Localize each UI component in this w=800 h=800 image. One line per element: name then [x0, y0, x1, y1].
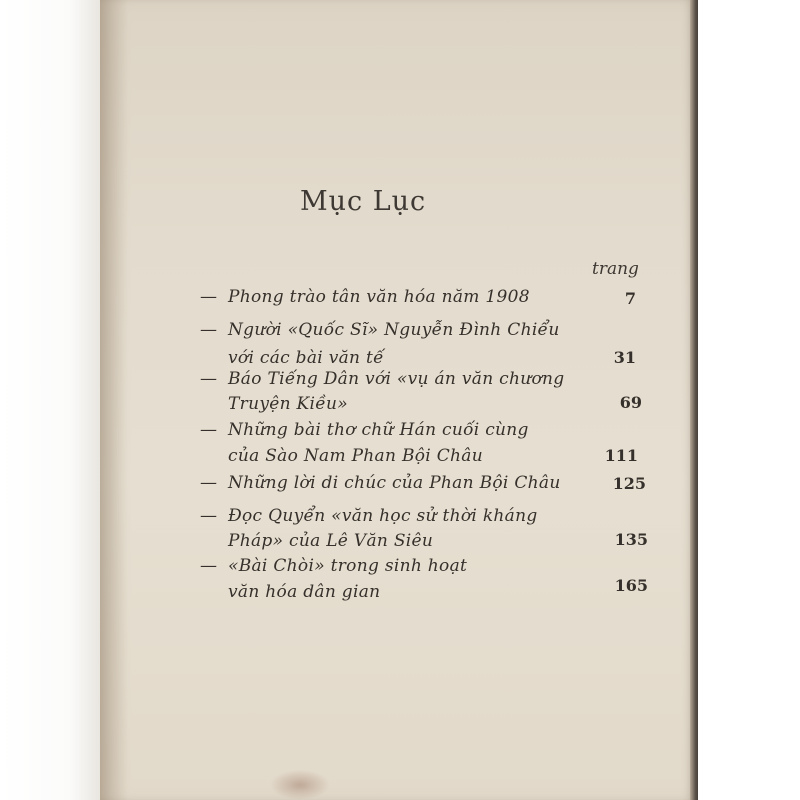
toc-entry-3-page: 69 [619, 393, 642, 412]
background-right [698, 0, 800, 800]
toc-entry-7-line-2: văn hóa dân gian [228, 582, 381, 602]
toc-entry-1-page: 7 [624, 289, 636, 308]
toc-entry-6-line-2: Pháp» của Lê Văn Siêu [228, 531, 434, 551]
toc-entry-2-line-2: với các bài văn tế [228, 348, 384, 368]
toc-entry-2-line-1: — Người «Quốc Sĩ» Nguyễn Đình Chiểu [200, 320, 560, 340]
toc-entry-7-page: 165 [614, 576, 648, 595]
toc-entry-4-line-2: của Sào Nam Phan Bội Châu [228, 446, 483, 466]
toc-entry-4-page: 111 [604, 446, 638, 465]
toc-entry-6-page: 135 [614, 530, 648, 549]
toc-title: Mục Lục [300, 186, 427, 217]
toc-entry-6-line-1: — Đọc Quyển «văn học sử thời kháng [200, 506, 538, 526]
toc-entry-5-page: 125 [612, 474, 646, 493]
toc-entry-3-line-2: Truyện Kiều» [228, 394, 348, 414]
page-fold-shadow [100, 0, 128, 800]
finger-smudge [270, 770, 330, 800]
toc-entry-5-line-1: — Những lời di chúc của Phan Bội Châu [200, 473, 561, 493]
toc-entry-7-line-1: — «Bài Chòi» trong sinh hoạt [200, 556, 468, 576]
toc-entry-4-line-1: — Những bài thơ chữ Hán cuối cùng [200, 420, 529, 440]
toc-entry-2-page: 31 [613, 348, 636, 367]
background-left [0, 0, 100, 800]
page-column-label: trang [592, 259, 639, 279]
toc-entry-1-line-1: — Phong trào tân văn hóa năm 1908 [200, 287, 530, 307]
toc-entry-3-line-1: — Báo Tiếng Dân với «vụ án văn chương [200, 369, 565, 389]
